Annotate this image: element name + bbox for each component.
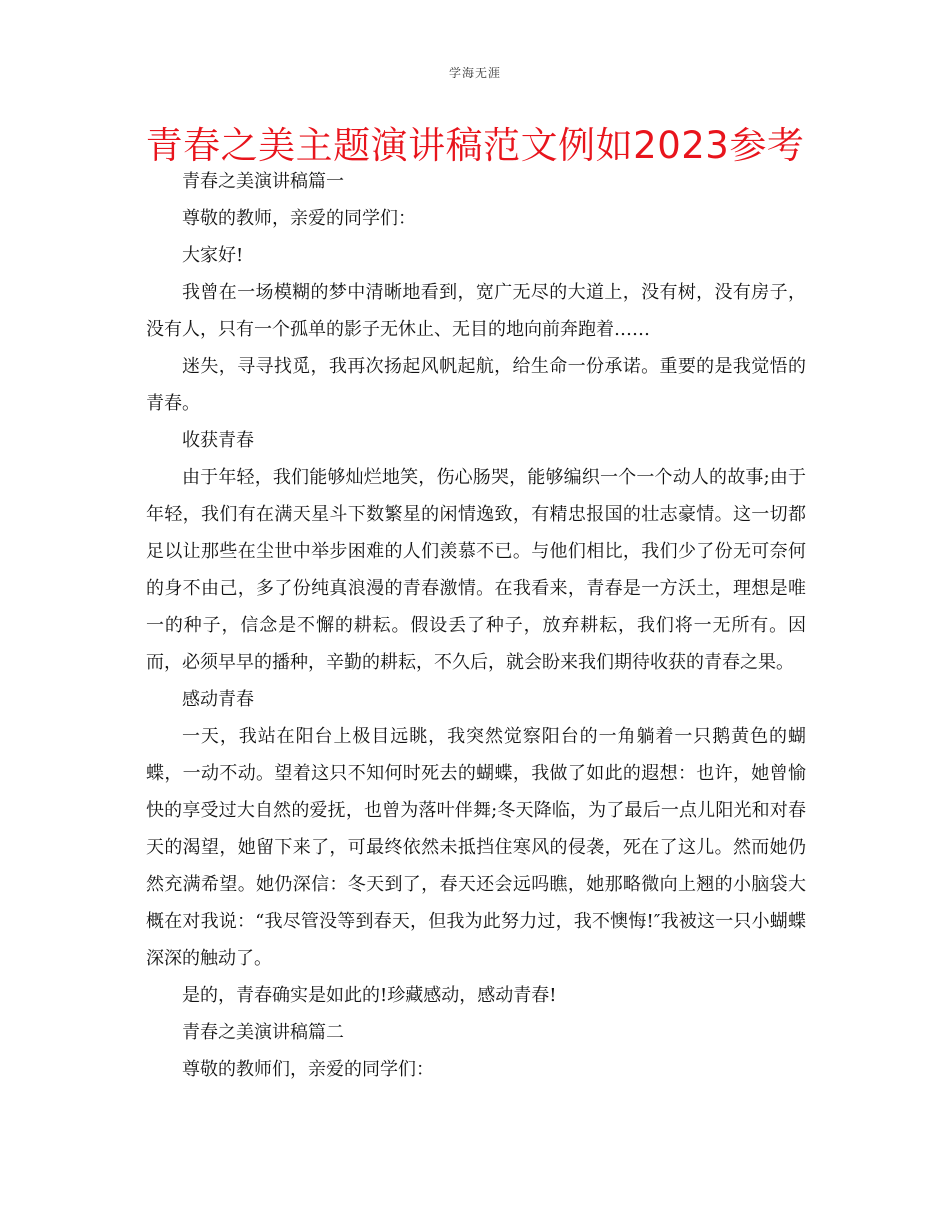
paragraph: 是的，青春确实是如此的!珍藏感动，感动青春!	[182, 985, 557, 1006]
subsection-heading: 收获青春	[182, 430, 254, 451]
document-title: 青春之美主题演讲稿范文例如2023参考	[145, 124, 805, 167]
section-heading: 青春之美演讲稿篇一	[182, 171, 344, 192]
paragraph: 我曾在一场模糊的梦中清晰地看到，宽广无尽的大道上，没有树，没有房子，没有人，只有一个孤单的影子无休止、无目的地向前奔跑着……	[146, 282, 806, 340]
greeting: 大家好!	[182, 245, 244, 266]
paragraph: 迷失，寻寻找觅，我再次扬起风帆起航，给生命一份承诺。重要的是我觉悟的青春。	[146, 356, 806, 414]
paragraph: 一天，我站在阳台上极目远眺，我突然觉察阳台的一角躺着一只鹅黄色的蝴蝶，一动不动。望着这只不知何时死去的蝴蝶，我做了如此的遐想：也许，她曾愉快的享受过大自然的爱抚，也曾为落叶伴舞;冬天降临，为了最后一点儿阳光和对春天的渴望，她留下来了，可最终依然未抵挡住寒风的侵袭，死在了这儿。然而她仍然充满希望。她仍深信：冬天到了，春天还会远吗瞧，她那略微向上翘的小脑袋大概在对我说：“我尽管没等到春天，但我为此努力过，我不懊悔!″我被这一只小蝴蝶深深的触动了。	[146, 726, 806, 969]
page-header: 学海无涯	[448, 66, 501, 80]
section-heading: 青春之美演讲稿篇二	[182, 1022, 344, 1043]
paragraph: 由于年轻，我们能够灿烂地笑，伤心肠哭，能够编织一个一个动人的故事;由于年轻，我们有在满天星斗下数繁星的闲情逸致，有精忠报国的壮志豪情。这一切都足以让那些在尘世中举步困难的人们羡慕不已。与他们相比，我们少了份无可奈何的身不由己，多了份纯真浪漫的青春激情。在我看来，青春是一方沃土，理想是唯一的种子，信念是不懈的耕耘。假设丢了种子，放弃耕耘，我们将一无所有。因而，必须早早的播种，辛勤的耕耘，不久后，就会盼来我们期待收获的青春之果。	[146, 467, 806, 673]
subsection-heading: 感动青春	[182, 689, 254, 710]
document-body	[146, 163, 806, 1088]
salutation: 尊敬的教师们，亲爱的同学们：	[182, 1059, 434, 1080]
salutation: 尊敬的教师，亲爱的同学们：	[182, 208, 416, 229]
